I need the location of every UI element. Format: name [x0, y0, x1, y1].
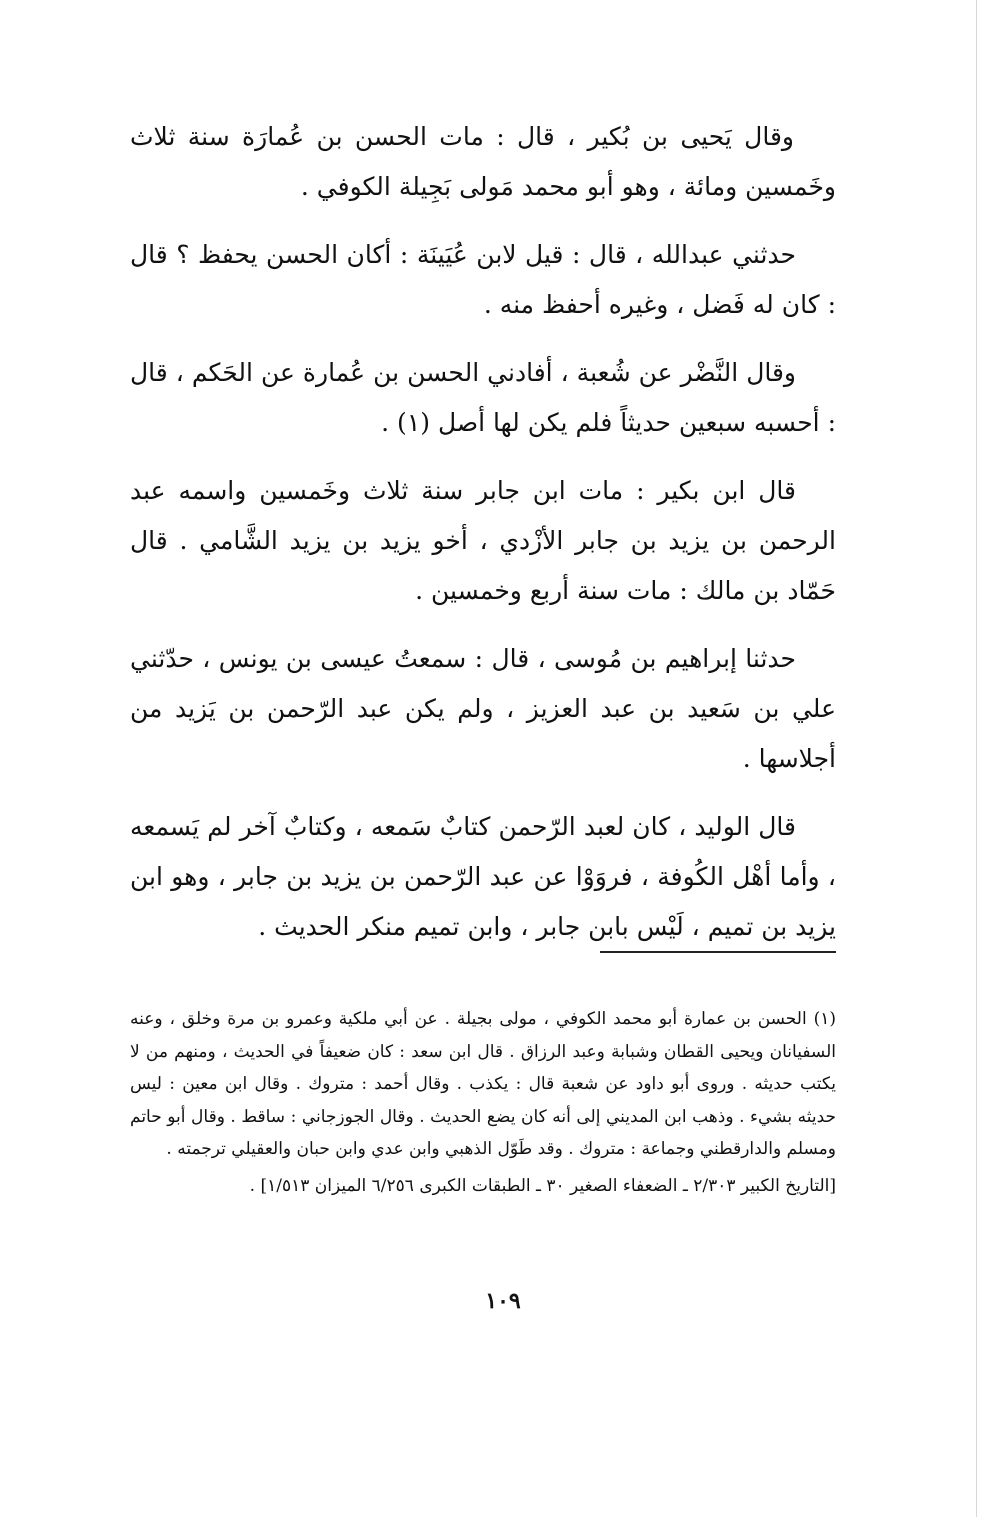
paragraph-6: قال الوليد ، كان لعبد الرّحمن كتابٌ سَمعه ، وكتابٌ آخر لم يَسمعه ، وأما أهْل الكُوفة ، فروَوْا عن عبد الرّحمن بن يزيد بن جابر ، وهو ابن يزيد بن تميم ، لَيْس بابن جابر ، وابن تميم منكر الحديث . [130, 812, 836, 941]
footnote-1: (١) الحسن بن عمارة أبو محمد الكوفي ، مولى بجيلة . عن أبي ملكية وعمرو بن مرة وخلق ، وعنه السفيانان ويحيى القطان وشبابة وعبد الرزاق . قال ابن سعد : كان ضعيفاً في الحديث ، ومنهم من لا يكتب حديثه . وروى أبو داود عن شعبة قال : يكذب . وقال أحمد : متروك . وقال ابن معين : ليس حديثه بشيء . وذهب ابن المديني إلى أنه كان يضع الحديث . وقال الجوزجاني : ساقط . وقال أبو حاتم ومسلم والدارقطني وجماعة : متروك . وقد طَوّل الذهبي وابن عدي وابن حبان والعقيلي ترجمته . [130, 1009, 836, 1159]
footnote-separator [600, 951, 836, 953]
paragraph-5: حدثنا إبراهيم بن مُوسى ، قال : سمعتُ عيسى بن يونس ، حدّثني علي بن سَعيد بن عبد العزيز ، ولم يكن عبد الرّحمن بن يَزيد من أجلاسها . [130, 644, 836, 773]
footnote-sources: [التاريخ الكبير ٢/٣٠٣ ـ الضعفاء الصغير ٣٠ ـ الطبقات الكبرى ٦/٢٥٦ الميزان ١/٥١٣] . [249, 1175, 836, 1196]
page-number: ١٠٩ [485, 1288, 521, 1314]
paragraph-3: وقال النَّضْر عن شُعبة ، أفادني الحسن بن عُمارة عن الحَكم ، قال : أحسبه سبعين حديثاً فلم يكن لها أصل (١) . [130, 358, 836, 437]
main-text [130, 112, 836, 970]
paragraph-4: قال ابن بكير : مات ابن جابر سنة ثلاث وخَمسين واسمه عبد الرحمن بن يزيد بن جابر الأزْدي ، أخو يزيد بن يزيد الشَّامي . قال حَمّاد بن مالك : مات سنة أربع وخمسين . [130, 476, 836, 605]
paragraph-2: حدثني عبدالله ، قال : قيل لابن عُيَينَة : أكان الحسن يحفظ ؟ قال : كان له فَضل ، وغيره أحفظ منه . [130, 240, 836, 319]
footnotes [130, 1003, 836, 1202]
paragraph-1: وقال يَحيى بن بُكير ، قال : مات الحسن بن عُمارَة سنة ثلاث وخَمسين ومائة ، وهو أبو محمد مَولى بَجِيلة الكوفي . [130, 122, 836, 201]
